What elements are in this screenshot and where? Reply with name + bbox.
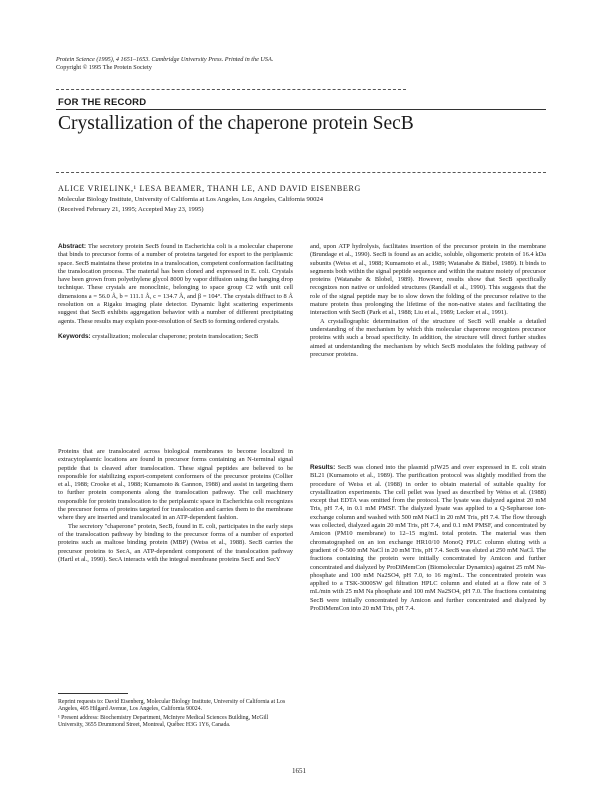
affiliation: Molecular Biology Institute, University of California at Los Angeles, Los Angeles, California 90024 [58,196,323,203]
header-rule-top [56,89,406,90]
journal-header [56,56,536,71]
section-label: FOR THE RECORD [58,97,147,108]
body-paragraph: and, upon ATP hydrolysis, facilitates insertion of the precursor protein in the membrane (Brundage et al., 1990). SecB is found as an acidic, soluble, oligomeric protein of 16.4 kDa subunits (Weiss et al., 1988; Kumamoto et al., 1989; Watanabe & Bitbel, 1989). It binds to segments both within the signal peptide sequence and within the mature moiety of precursor proteins (Watanabe & Blobel, 1989). However, results show that SecB specifically recognizes non native or unfolded structures (Randall et al., 1990). This suggests that the role of the signal peptide may be to slow down the folding of the precursor relative to the mature protein thus prolonging the lifetime of the non-native states and facilitating the interaction with SecB (Park et al., 1988; Liu et al., 1989; Lecker et al., 1991). [310,243,546,317]
keywords [58,333,293,341]
left-body [58,448,293,564]
footnotes [58,699,293,731]
results-text: SecB was cloned into the plasmid pJW25 and over expressed in E. coli strain BL21 (Kumamoto et al., 1989). The purification protocol was slightly modified from the procedure of Weiss et al. (1988) in order to obtain material of suitable quality for crystallization experiments. The cell pellet was lysed as described by Weiss et al. (1988) except that EDTA was omitted from the protocol. The lysate was dialyzed against 20 mM Tris, pH 7.4, in 0.1 mM PMSF. The dialyzed lysate was applied to a Q-Sepharose ion-exchange column and washed with 500 mM NaCl in 20 mM Tris, pH 7.4. The flow through was collected, dialyzed again 20 mM Tris, pH 7.4, and 0.1 mM PMSF, and concentrated by Amicon (PM10 membrane) to 12–15 mg/mL total protein. The material was then chromatographed on an ion exchange HR10/10 MonoQ FPLC column eluting with a gradient of 0–500 mM NaCl in 20 mM Tris, pH 7.4. SecB was eluted at 250 mM NaCl. The fractions containing the protein were initially concentrated by Amicon and further concentrated and dialyzed by ProDiMemCon (Biomolecular Dynamics) against 25 mM Na-phosphate and 100 mM Na2SO4, pH 7.0, to 16 mg/mL. The concentrated protein was applied to a TSK-3000SW gel filtration HPLC column and eluted at a flow rate of 3 mL/min with 25 mM Na phosphate and 100 mM Na2SO4, pH 7.0. The fractions containing SecB were initially concentrated by Amicon and further concentrated and dialyzed by ProDiMemCon into 20 mM Tris, pH 7.4. [310,464,546,613]
received-dates: (Received February 21, 1995; Accepted May 23, 1995) [58,206,204,213]
results-section [310,464,546,613]
keywords-text: crystallization; molecular chaperone; protein translocation; SecB [92,332,259,340]
results-label: Results: [310,464,336,471]
keywords-label: Keywords: [58,332,91,340]
article-title: Crystallization of the chaperone protein SecB [58,113,414,134]
author-list: ALICE VRIELINK,¹ LESA BEAMER, THANH LE, AND DAVID EISENBERG [58,184,362,193]
journal-citation: Protein Science (1995), 4 1651–1653. Cambridge University Press. Printed in the USA. [56,56,274,63]
abstract-label: Abstract: [58,243,87,250]
footnote-rule [58,693,128,694]
footnote: Reprint requests to: David Eisenberg, Molecular Biology Institute, University of California at Los Angeles, 405 Hilgard Avenue, Los Angeles, California 90024. [58,699,286,712]
right-column [310,243,546,359]
abstract [58,243,293,326]
footnote: ¹ Present address: Biochemistry Department, McIntyre Medical Sciences Building, McGill University, 3655 Drummond Street, Montreal, Québec H3G 1Y6, Canada. [58,715,269,728]
author-rule [56,172,546,173]
body-paragraph: Proteins that are translocated across biological membranes to become localized in extracytoplasmic locations are found in precursor forms containing an N-terminal signal peptide that is cleaved after translocation. These signal peptides are believed to be responsible for stabilizing export-competent conformers of the precursor proteins (Collier et al., 1988; Crooke et al., 1988; Kumamoto & Gannon, 1988) and assist in targeting them to further protein components along the translocation pathway. The cell machinery responsible for protein translocation to the periplasmic space in Escherichia coli recognizes the precursor forms of proteins targeted for translocation and carries them to the membrane where they are inserted and translocated in an ATP-dependent fashion. [58,448,293,522]
abstract-text: The secretory protein SecB found in Escherichia coli is a molecular chaperone that binds to precursor forms of a number of proteins targeted for export to the periplasmic space. SecB maintains these proteins in a translocation, competent conformation facilitating the translocation process. The material has been cloned and expressed in E. coli. Crystals have been grown from polyethylene glycol 8000 by vapor diffusion using the hanging drop technique. These crystals are monoclinic, belonging to space group C2 with unit cell dimensions a = 56.0 Å, b = 111.1 Å, c = 134.7 Å, and β = 104°. The crystals diffract to 8 Å resolution on a Rigaku imaging plate detector. Dynamic light scattering experiments suggest that SecB exhibits aggregation behavior with a number of different precipitating agents. These results may explain poor-resolution of SecB to forming ordered crystals. [58,243,294,325]
body-paragraph: A crystallographic determination of the structure of SecB will enable a detailed understanding of the mechanism by which this molecular chaperone recognizes precursor proteins with such a broad specificity. In addition, the structure will direct further studies aimed at understanding the mechanism by which SecB modulates the folding pathway of precursor proteins. [310,317,546,358]
page-number: 1651 [292,767,306,775]
body-paragraph: The secretory "chaperone" protein, SecB, found in E. coli, participates in the early steps of the translocation pathway by binding to the precursor forms of a number of exported proteins such as maltose binding protein (MBP) (Weiss et al., 1988). SecB carries the precursor proteins to SecA, an ATP-dependent component of the translocation pathway (Hartl et al., 1990). SecA interacts with the integral membrane proteins SecE and SecY [58,522,293,563]
title-rule [56,109,546,110]
left-column [58,243,293,341]
journal-copyright: Copyright © 1995 The Protein Society [56,63,152,71]
results-paragraph [310,464,546,613]
